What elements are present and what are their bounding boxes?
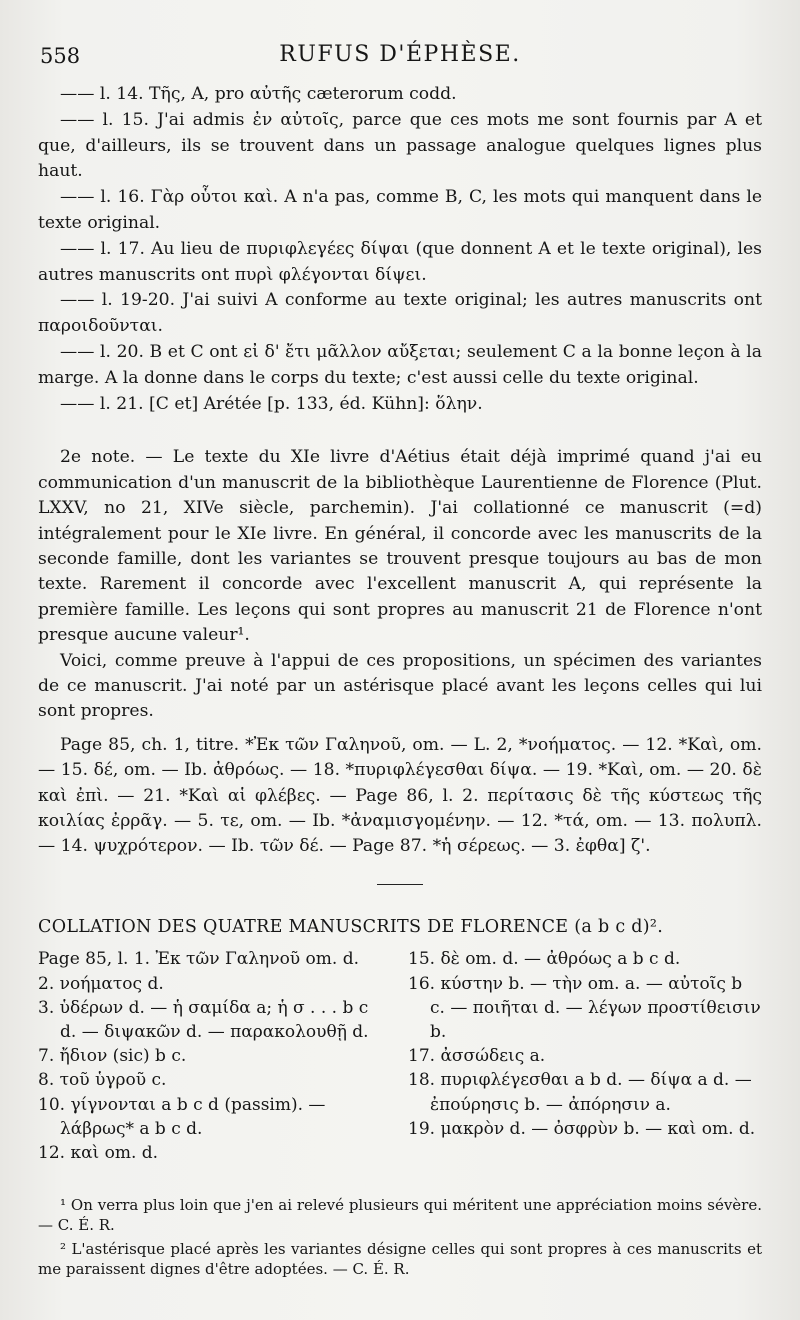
- collation-entry: Page 85, l. 1. Ἐκ τῶν Γαληνοῦ om. d.: [38, 949, 359, 970]
- page-number: 558: [40, 44, 81, 68]
- variants-paragraph: Page 85, ch. 1, titre. *Ἐκ τῶν Γαληνοῦ, om. — L. 2, *νοήματος. — 12. *Καὶ, om. — 15. δέ, om. — Ib. ἀθρόως. — 18. *πυριφλέγεσθαι δίψα. — 19. *Καὶ, om. — 20. δὲ καὶ ἐπὶ. — 21. *Καὶ αἱ φλέβες. — Page 86, l. 2. περίτασις δὲ τῆς κύστεως τῆς κοιλίας ἐρρᾶγ. — 5. τε, om. — Ib. *ἀναμισγομένην. — 12. *τά, om. — 13. πολυπλ. — 14. ψυχρότερον. — Ib. τῶν δέ. — Page 87. *ἡ σέρεως. — 3. ἐφθα] ζ'.: [38, 734, 762, 857]
- variants-specimen: [38, 733, 762, 860]
- footnote-1: ¹ On verra plus loin que j'en ai relevé plusieurs qui méritent une appréciation moins sévère. — C. É. R.: [38, 1196, 762, 1235]
- collation-entry: 17. ἀσσώδεις a.: [408, 1046, 546, 1067]
- note-line-16: —— l. 16. Γὰρ οὗτοι καὶ. A n'a pas, comme B, C, les mots qui manquent dans le texte original.: [38, 187, 762, 233]
- collation-entry: 15. δὲ om. d. — ἀθρόως a b c d.: [408, 949, 681, 970]
- collation-columns: [38, 947, 762, 1165]
- page-header: [38, 38, 762, 78]
- collation-entry: 19. μακρὸν d. — ὀσφρὺν b. — καὶ om. d.: [408, 1118, 756, 1139]
- collation-left-column: [38, 947, 408, 1165]
- second-note: [38, 445, 762, 724]
- collation-entry: 7. ἤδιον (sic) b c.: [38, 1046, 187, 1067]
- collation-entry: 18. πυριφλέγεσθαι a b d. — δίψα a d. — ἐπούρησις b. — ἀπόρησιν a.: [408, 1070, 752, 1115]
- collation-entry: 2. νοήματος d.: [38, 973, 164, 994]
- collation-entry: 16. κύστην b. — τὴν om. a. — αὐτοῖς b c. — ποιῆται d. — λέγων προστίθεισιν b.: [408, 973, 761, 1042]
- second-note-paragraph-2: Voici, comme preuve à l'appui de ces propositions, un spécimen des variantes de ce manuscrit. J'ai noté par un astérisque placé avant les leçons celles qui lui sont propres.: [38, 650, 762, 722]
- note-line-21: —— l. 21. [C et] Arétée [p. 133, éd. Kühn]: ὅλην.: [60, 393, 483, 414]
- collation-entry: 3. ὑδέρων d. — ἡ σαμίδα a; ἡ σ . . . b c d. — διψακῶν d. — παρακολουθῇ d.: [38, 997, 369, 1042]
- collation-entry: 12. καὶ om. d.: [38, 1142, 159, 1163]
- running-title: RUFUS D'ÉPHÈSE.: [279, 42, 521, 67]
- note-line-14: —— l. 14. Τῆς, A, pro αὐτῆς cæterorum codd.: [60, 84, 457, 104]
- collation-entry: 8. τοῦ ὑγροῦ c.: [38, 1070, 167, 1091]
- collation-right-column: [408, 947, 762, 1165]
- collation-entry: 10. γίγνονται a b c d (passim). — λάβρως* a b c d.: [38, 1094, 326, 1139]
- note-line-17: —— l. 17. Au lieu de πυριφλεγέες δίψαι (que donnent A et le texte original), les autres manuscrits ont πυρὶ φλέγονται δίψει.: [38, 238, 762, 285]
- footnotes: [38, 1195, 762, 1279]
- second-note-paragraph-1: 2e note. — Le texte du XIe livre d'Aétius était déjà imprimé quand j'ai eu communication d'un manuscrit de la bibliothèque Laurentienne de Florence (Plut. LXXV, no 21, XIVe siècle, parchemin). J'ai collationné ce manuscrit (=d) intégralement pour le XIe livre. En général, il concorde avec les manuscrits de la seconde famille, dont les variantes se trouvent presque toujours au bas de mon texte. Rarement il concorde avec l'excellent manuscrit A, qui représente la première famille. Les leçons qui sont propres au manuscrit 21 de Florence n'ont presque aucune valeur¹.: [38, 447, 762, 646]
- textual-notes: [38, 82, 762, 417]
- note-line-19-20: —— l. 19-20. J'ai suivi A conforme au texte original; les autres manuscrits ont παροιδοῦνται.: [38, 290, 762, 337]
- collation-title: COLLATION DES QUATRE MANUSCRITS DE FLORENCE (a b c d)².: [38, 917, 664, 938]
- footnote-2: ² L'astérisque placé après les variantes désigne celles qui sont propres à ces manuscrits et me paraissent dignes d'être adoptées. — C. É. R.: [38, 1240, 762, 1279]
- note-line-20: —— l. 20. B et C ont εἰ δ' ἔτι μᾶλλον αὔξεται; seulement C a la bonne leçon à la marge. A la donne dans le corps du texte; c'est aussi celle du texte original.: [38, 341, 762, 388]
- section-divider: [377, 884, 423, 886]
- note-line-15: —— l. 15. J'ai admis ἐν αὐτοῖς, parce que ces mots me sont fournis par A et que, d'ailleurs, ils se trouvent dans un passage analogue quelques lignes plus haut.: [38, 109, 762, 182]
